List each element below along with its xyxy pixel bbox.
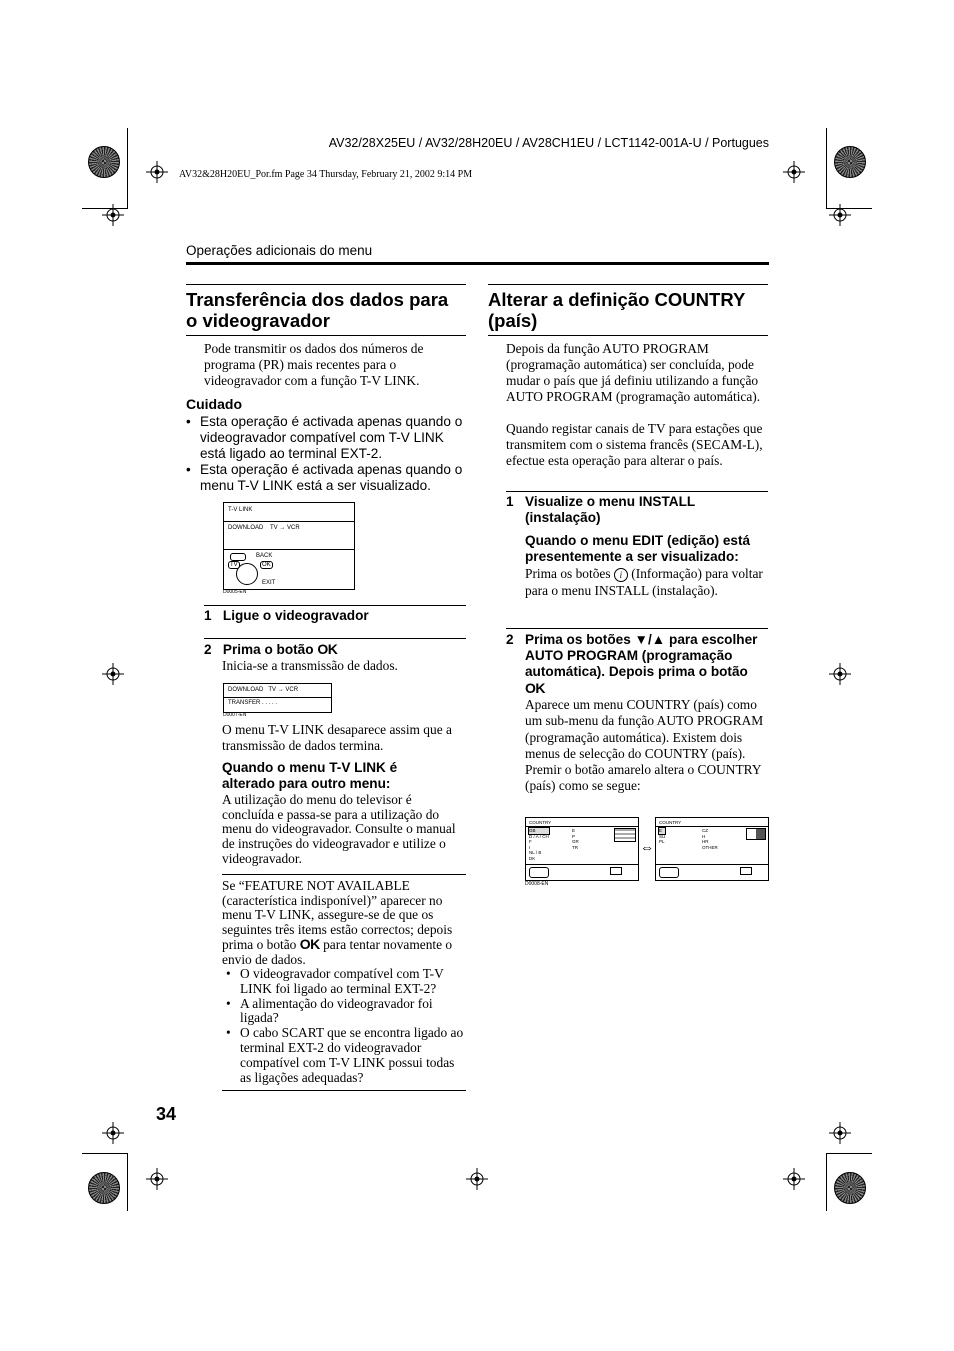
menu-code: D0008-EN: [525, 881, 549, 887]
registration-mark: [146, 161, 168, 183]
menu-b-col1: E SU PL: [659, 828, 666, 844]
right-step1-text: Prima os botões i (Informação) para voltar para o menu INSTALL (instalação).: [525, 566, 763, 598]
registration-mark: [102, 204, 124, 226]
feature-item: • O videogravador compatível com T-V LINK foi ligado ao terminal EXT-2?: [226, 967, 466, 997]
left-heading-line1: Transferência dos dados para: [186, 289, 449, 310]
color-wheel-mark: [88, 146, 120, 178]
altered-title: Quando o menu T-V LINK é alterado para outro menu:: [222, 760, 398, 791]
feature-top-rule: [222, 874, 466, 875]
after-transfer-text: O menu T-V LINK desaparece assim que a transmissão de dados termina.: [222, 722, 452, 753]
altered-text: A utilização do menu do televisor é concluída e passa-se para a utilização do menu do videogravador. Consulte o manual de instruções do videogravador e utilize o videogravador.: [222, 792, 456, 866]
left-heading: [186, 289, 476, 331]
screen-title: T-V LINK: [228, 507, 253, 513]
tv-link-menu-screen: [223, 502, 355, 590]
right-heading-line1: Alterar a definição COUNTRY: [488, 289, 746, 310]
page-number: 34: [156, 1104, 177, 1124]
color-wheel-mark: [834, 1172, 866, 1204]
feature-item: • A alimentação do videogravador foi ligada?: [226, 997, 466, 1027]
registration-mark: [102, 1122, 124, 1144]
dpad-icon: [236, 563, 258, 585]
menu-a-col2: E P GR TR: [572, 828, 579, 850]
right-step2: Prima os botões ▼/▲ para escolher AUTO PROGRAM (programação automática). Depois prima o botão OK: [525, 632, 758, 696]
right-heading: [488, 289, 778, 331]
menu-a-col1: GB D / A / CH F I NL / B DK: [529, 828, 549, 861]
caution-list: [186, 414, 468, 494]
section-title: Operações adicionais do menu: [186, 243, 373, 258]
right-step1: Visualize o menu INSTALL (instalação): [525, 494, 695, 525]
info-button-icon: [230, 553, 246, 561]
left-step2-text: Inicia-se a transmissão de dados.: [222, 658, 398, 673]
feature-text: Se “FEATURE NOT AVAILABLE (característica indisponível)” aparecer no menu T-V LINK, assegure-se de que os seguintes três items estão correctos; depois prima o botão OK para tentar novamente o envio de dados.: [222, 878, 453, 967]
screen-code: D0007-EN: [223, 712, 247, 718]
country-menu-a: COUNTRY GB D / A / CH F I NL / B DK E P GR TR: [525, 817, 639, 881]
info-icon: i: [614, 568, 628, 582]
right-heading-top-rule: [488, 284, 768, 285]
back-label: BACK: [256, 553, 273, 559]
exit-label: EXIT: [262, 580, 276, 586]
right-step1-sub: Quando o menu EDIT (edição) está presentemente a ser visualizado:: [525, 533, 751, 564]
right-step1-num: 1: [506, 494, 514, 509]
left-intro: Pode transmitir os dados dos números de programa (PR) mais recentes para o videogravador com a função T-V LINK.: [204, 341, 424, 388]
file-info: AV32&28H20EU_Por.fm Page 34 Thursday, February 21, 2002 9:14 PM: [179, 169, 473, 180]
left-step2: 2 Prima o botão OK: [204, 641, 338, 657]
feature-checklist: [226, 967, 466, 1085]
transfer-status: TRANSFER . . . . .: [228, 700, 278, 706]
ok-button-glyph: OK: [317, 641, 338, 657]
registration-mark: [102, 663, 124, 685]
color-wheel-mark: [88, 1172, 120, 1204]
left-heading-line2: o videogravador: [186, 310, 330, 331]
step1-rule: [204, 605, 466, 606]
ok-button-glyph: OK: [299, 936, 320, 952]
screen-code: D0005-EN: [223, 589, 247, 595]
right-step1-rule: [506, 491, 768, 492]
right-intro-1: Depois da função AUTO PROGRAM (programação automática) ser concluída, pode mudar o país que já definiu utilizando a função AUTO PROGRAM (programação automática).: [506, 341, 761, 404]
transfer-screen: [223, 683, 332, 713]
registration-mark: [783, 161, 805, 183]
caution-item: • Esta operação é activada apenas quando o videogravador compatível com T-V LINK está ligado ao terminal EXT-2.: [186, 414, 468, 462]
screen-download-row: DOWNLOAD TV → VCR: [228, 525, 300, 531]
tv-button-icon: TV: [230, 562, 238, 568]
caution-item: • Esta operação é activada apenas quando o menu T-V LINK está a ser visualizado.: [186, 462, 468, 494]
ok-button-icon: OK: [262, 562, 271, 568]
screen-download-row: DOWNLOAD TV → VCR: [228, 687, 299, 693]
left-heading-bottom-rule: [186, 335, 466, 336]
right-heading-bottom-rule: [488, 335, 768, 336]
feature-bottom-rule: [222, 1090, 466, 1091]
right-step2-rule: [506, 628, 768, 629]
registration-mark: [466, 1168, 488, 1190]
model-line: AV32/28X25EU / AV32/28H20EU / AV28CH1EU / LCT1142-001A-U / Portugues: [328, 136, 769, 150]
registration-mark: [829, 1122, 851, 1144]
left-step1: 1 Ligue o videogravador: [204, 608, 369, 623]
right-intro-2: Quando registar canais de TV para estações que transmitem com o sistema francês (SECAM-L), efectue esta operação para alterar o país.: [506, 421, 763, 468]
ok-button-glyph: OK: [525, 680, 545, 696]
step2-rule: [204, 638, 466, 639]
swap-arrow-icon: ⇔: [640, 839, 654, 855]
right-step2-num: 2: [506, 632, 514, 647]
down-up-arrows-icon: ▼/▲: [634, 632, 666, 647]
left-heading-top-rule: [186, 284, 466, 285]
registration-mark: [783, 1168, 805, 1190]
registration-mark: [829, 204, 851, 226]
right-step2-text: Aparece um menu COUNTRY (país) como um sub-menu da função AUTO PROGRAM (programação automática). Existem dois menus de selecção do COUNTRY (país). Premir o botão amarelo altera o COUNTRY (país) como se segue:: [525, 697, 764, 794]
header-rule: [186, 262, 769, 265]
country-menu-b: COUNTRY E SU PL CZ H HR OTHER: [655, 817, 769, 881]
caution-title: Cuidado: [186, 396, 242, 412]
feature-item: • O cabo SCART que se encontra ligado ao terminal EXT-2 do videogravador compatível com T-V LINK possui todas as ligações adequadas?: [226, 1026, 466, 1085]
registration-mark: [829, 663, 851, 685]
color-wheel-mark: [834, 146, 866, 178]
right-heading-line2: (país): [488, 310, 538, 331]
menu-b-col2: CZ H HR OTHER: [702, 828, 718, 850]
registration-mark: [146, 1168, 168, 1190]
